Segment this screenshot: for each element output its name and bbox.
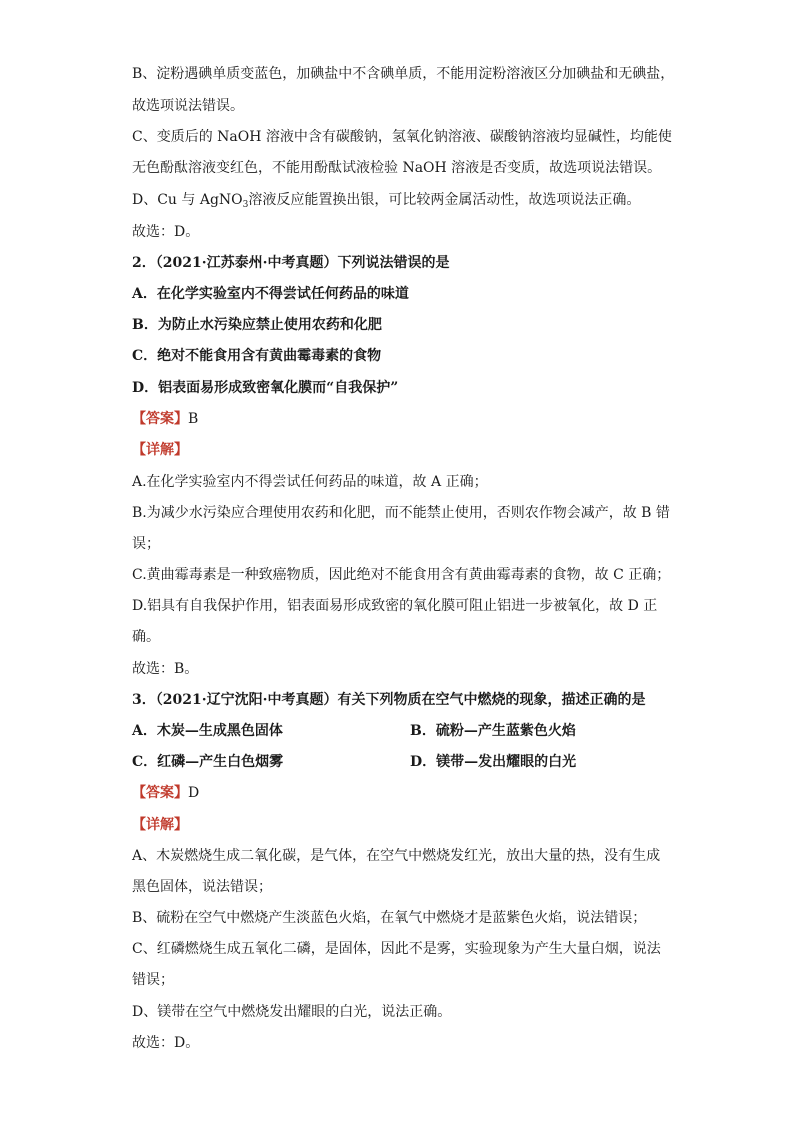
q2-option-c: C．绝对不能食用含有黄曲霉毒素的食物 (132, 348, 382, 364)
q3-conclusion: 故选：D。 (132, 1035, 200, 1051)
q3-detail-c-line2: 错误； (132, 972, 174, 988)
q1-option-d-explanation (132, 190, 640, 215)
q1-option-c-explanation-line1: C、变质后的 NaOH 溶液中含有碳酸钠，氢氧化钠溶液、碳酸钠溶液均显碱性，均能使 (132, 129, 672, 145)
answer-value: D (188, 785, 200, 801)
q3-option-b: B．硫粉—产生蓝紫色火焰 (410, 723, 576, 739)
q3-option-c: C．红磷—产生白色烟雾 (132, 754, 284, 770)
q2-detail-b-line1: B.为减少水污染应合理使用农药和化肥，而不能禁止使用，否则农作物会减产，故 B 错 (132, 505, 670, 521)
q1-d-subscript: 3 (242, 200, 249, 210)
q3-option-d: D．镁带—发出耀眼的白光 (410, 754, 577, 770)
q2-option-a: A．在化学实验室内不得尝试任何药品的味道 (132, 286, 409, 302)
answer-tag: 【答案】 (132, 411, 188, 427)
q2-option-d: D．铝表面易形成致密氧化膜而“自我保护” (132, 380, 399, 396)
q1-option-b-explanation-line1: B、淀粉遇碘单质变蓝色，加碘盐中不含碘单质，不能用淀粉溶液区分加碘盐和无碘盐， (132, 66, 675, 82)
q2-detail-a: A.在化学实验室内不得尝试任何药品的味道，故 A 正确； (132, 474, 488, 490)
q3-answer (132, 783, 199, 803)
q3-option-a: A．木炭—生成黑色固体 (132, 723, 283, 739)
q3-detail-c-line1: C、红磷燃烧生成五氧化二磷，是固体，因此不是雾，实验现象为产生大量白烟，说法 (132, 941, 661, 957)
q1-option-c-explanation-line2: 无色酚酞溶液变红色，不能用酚酞试液检验 NaOH 溶液是否变质，故选项说法错误。 (132, 160, 662, 176)
q2-detail-tag (132, 440, 188, 460)
q3-detail-tag (132, 815, 188, 835)
q3-detail-a-line1: A、木炭燃烧生成二氧化碳，是气体，在空气中燃烧发红光，放出大量的热，没有生成 (132, 848, 661, 864)
q1-option-b-explanation-line2: 故选项说法错误。 (132, 98, 244, 114)
q3-detail-a-line2: 黑色固体，说法错误； (132, 879, 272, 895)
q1-d-text-post: 溶液反应能置换出银，可比较两金属活动性，故选项说法正确。 (248, 192, 641, 208)
q2-detail-c: C.黄曲霉毒素是一种致癌物质，因此绝对不能食用含有黄曲霉毒素的食物，故 C 正确； (132, 567, 671, 583)
q2-option-b: B．为防止水污染应禁止使用农药和化肥 (132, 317, 382, 333)
q2-detail-d-line1: D.铝具有自我保护作用，铝表面易形成致密的氧化膜可阻止铝进一步被氧化，故 D 正 (132, 598, 658, 614)
q2-stem: 2．（2021·江苏泰州·中考真题）下列说法错误的是 (132, 255, 450, 271)
answer-value: B (188, 411, 199, 427)
answer-tag: 【答案】 (132, 785, 188, 801)
q2-detail-d-line2: 确。 (132, 629, 160, 645)
q3-detail-b: B、硫粉在空气中燃烧产生淡蓝色火焰，在氧气中燃烧才是蓝紫色火焰，说法错误； (132, 910, 647, 926)
q3-detail-d: D、镁带在空气中燃烧发出耀眼的白光，说法正确。 (132, 1004, 452, 1020)
q1-conclusion: 故选：D。 (132, 224, 200, 240)
q2-conclusion: 故选：B。 (132, 661, 199, 677)
detail-tag: 【详解】 (132, 442, 188, 458)
q3-stem: 3．（2021·辽宁沈阳·中考真题）有关下列物质在空气中燃烧的现象，描述正确的是 (132, 692, 646, 708)
q2-detail-b-line2: 误； (132, 536, 160, 552)
detail-tag: 【详解】 (132, 817, 188, 833)
q2-answer (132, 409, 198, 429)
q1-d-text-pre: D、Cu 与 AgNO (132, 192, 243, 208)
